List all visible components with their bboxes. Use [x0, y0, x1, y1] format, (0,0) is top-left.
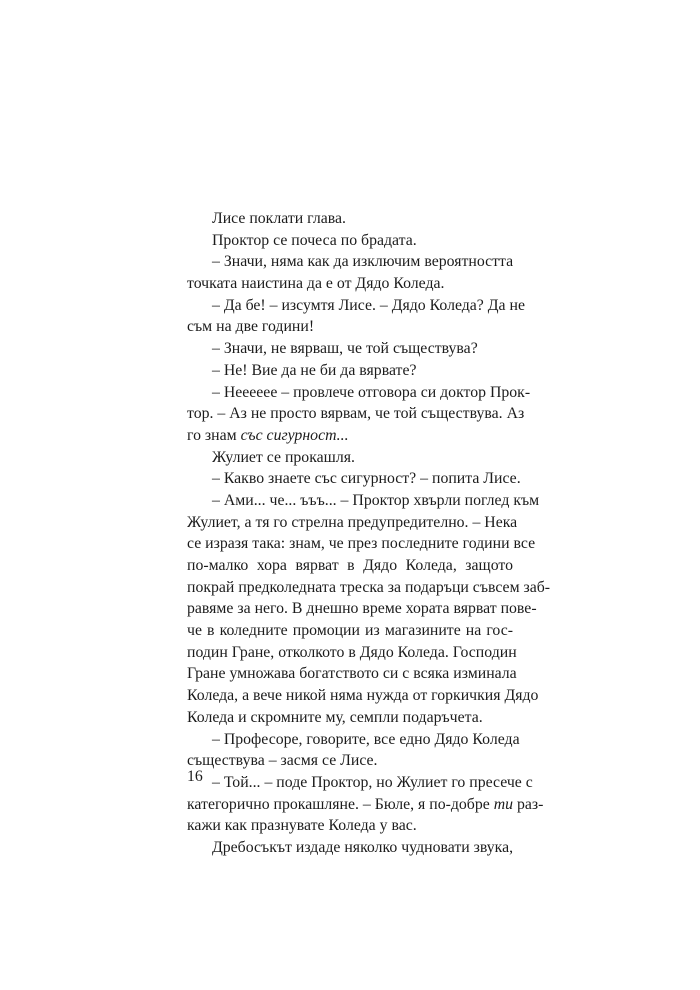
text-line: Лисе поклати глава.: [212, 210, 346, 227]
page-text: [187, 208, 551, 859]
text-line: – Значи, няма как да изключим вероятността: [212, 253, 514, 271]
text-line: – Какво знаете със сигурност? – попита Лисе.: [212, 470, 521, 488]
italic-emphasis: със сигурност...: [240, 426, 349, 444]
text-line: – Професоре, говорите, все едно Дядо Коледа: [212, 730, 520, 748]
page-number: 16: [187, 768, 203, 785]
text-line: кажи как празнувате Коледа у вас.: [187, 817, 417, 835]
text-line: покрай предколедната треска за подаръци съвсем заб-: [187, 578, 551, 596]
text-line: – Значи, не вярваш, че той съществува?: [212, 340, 478, 358]
text-line: тор. – Аз не просто вярвам, че той съществува. Аз: [187, 405, 525, 423]
text-line: Гране умножава богатството си с всяка изминала: [187, 665, 517, 683]
text-line: – Ами... че... ъъъ... – Проктор хвърли поглед към: [212, 491, 540, 509]
italic-emphasis: ти: [493, 795, 514, 813]
text-line: Проктор се почеса по брадата.: [212, 231, 417, 249]
text-line: се изразя така: знам, че през последните години все: [187, 535, 536, 553]
text-line: че в коледните промоции из магазините на гос-: [187, 622, 513, 640]
text-line: съществува – засмя се Лисе.: [187, 752, 378, 770]
text-line: подин Гране, отколкото в Дядо Коледа. Господин: [187, 643, 517, 661]
text-line: [187, 794, 544, 816]
text-line: Жулиет се прокашля.: [212, 448, 355, 466]
text-line: [187, 425, 513, 447]
text-line: по-малко хора вярват в Дядо Коледа, защото: [187, 557, 513, 574]
text-fragment: го знам: [187, 426, 237, 444]
text-line: съм на две години!: [187, 318, 315, 336]
text-line: точката наистина да е от Дядо Коледа.: [187, 275, 445, 293]
text-fragment: категорично прокашляне. – Бюле, я по-добре: [187, 795, 490, 813]
text-line: Коледа и скромните му, семпли подаръчета.: [187, 708, 483, 726]
text-line: равяме за него. В днешно време хората вярват пове-: [187, 600, 537, 618]
text-line: – Нееееее – провлече отговора си доктор Прок-: [212, 383, 531, 401]
text-line: Коледа, а вече никой няма нужда от горкичкия Дядо: [187, 687, 539, 705]
text-line: Дребосъкът издаде няколко чудновати звука,: [212, 838, 514, 856]
text-line: – Да бе! – изсумтя Лисе. – Дядо Коледа? Да не: [212, 296, 525, 314]
text-line: Жулиет, а тя го стрелна предупредително. – Нека: [187, 513, 518, 531]
text-line: – Не! Вие да не би да вярвате?: [212, 361, 417, 379]
text-line: – Той... – поде Проктор, но Жулиет го пресече с: [212, 773, 533, 791]
text-fragment: раз-: [516, 795, 544, 813]
